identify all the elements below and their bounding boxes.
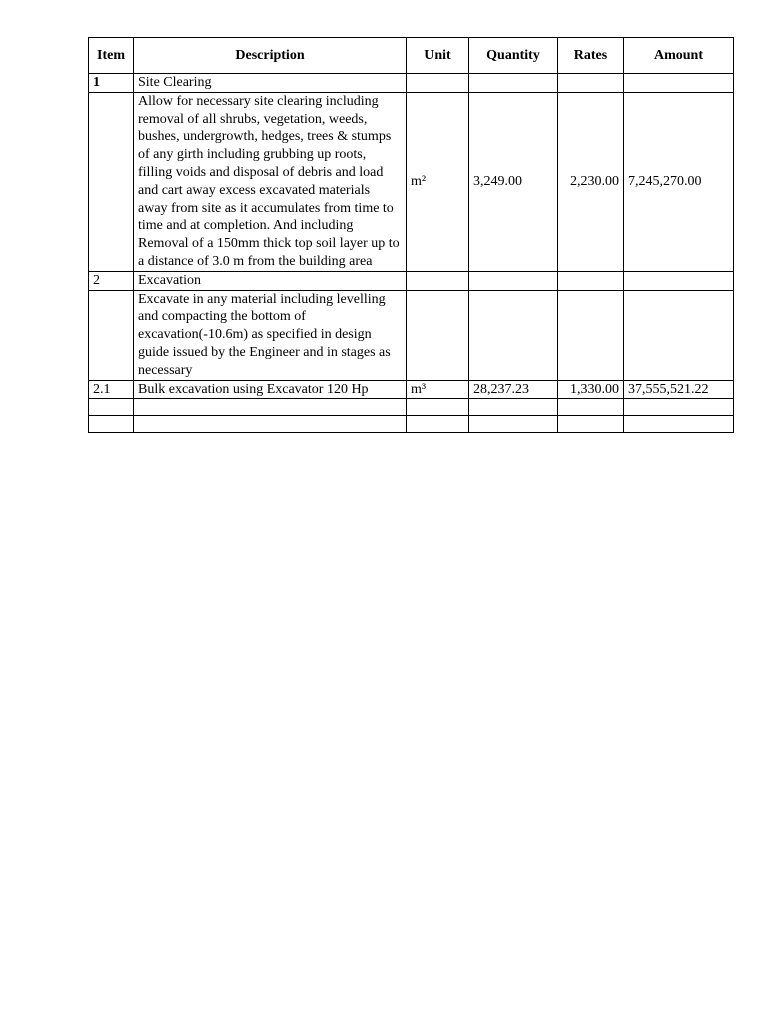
item-amount: 7,245,270.00 <box>624 92 734 271</box>
item-unit <box>407 74 469 93</box>
item-rate <box>558 74 624 93</box>
item-rate: 2,230.00 <box>558 92 624 271</box>
item-amount <box>624 271 734 290</box>
item-unit: m² <box>407 92 469 271</box>
empty-cell <box>469 399 558 416</box>
item-amount <box>624 290 734 380</box>
item-number: 2.1 <box>89 380 134 399</box>
table-row <box>89 290 734 380</box>
item-quantity <box>469 290 558 380</box>
item-quantity: 3,249.00 <box>469 92 558 271</box>
empty-cell <box>469 416 558 433</box>
item-description: Allow for necessary site clearing including removal of all shrubs, vegetation, weeds, bushes, undergrowth, hedges, trees & stumps of any girth including grubbing up roots, filling voids and disposal of debris and load and cart away excess excavated materials away from site as it accumulates from time to time and at completion. And including Removal of a 150mm thick top soil layer up to a distance of 3.0 m from the building area <box>134 92 407 271</box>
empty-cell <box>624 416 734 433</box>
table-row <box>89 380 734 399</box>
item-unit <box>407 290 469 380</box>
table-row <box>89 271 734 290</box>
item-quantity: 28,237.23 <box>469 380 558 399</box>
item-quantity <box>469 74 558 93</box>
header-description: Description <box>134 38 407 74</box>
header-item: Item <box>89 38 134 74</box>
empty-cell <box>89 416 134 433</box>
empty-cell <box>558 416 624 433</box>
empty-cell <box>558 399 624 416</box>
empty-cell <box>624 399 734 416</box>
item-amount: 37,555,521.22 <box>624 380 734 399</box>
item-description: Site Clearing <box>134 74 407 93</box>
item-rate <box>558 271 624 290</box>
item-description: Excavate in any material including levelling and compacting the bottom of excavation(-10.6m) as specified in design guide issued by the Engineer and in stages as necessary <box>134 290 407 380</box>
empty-row <box>89 416 734 433</box>
table-row <box>89 74 734 93</box>
item-description: Excavation <box>134 271 407 290</box>
header-row <box>89 38 734 74</box>
item-description: Bulk excavation using Excavator 120 Hp <box>134 380 407 399</box>
empty-cell <box>89 399 134 416</box>
item-amount <box>624 74 734 93</box>
header-amount: Amount <box>624 38 734 74</box>
item-rate <box>558 290 624 380</box>
bill-of-quantities-table <box>88 37 734 433</box>
item-number: 1 <box>89 74 134 93</box>
empty-cell <box>134 399 407 416</box>
table-row <box>89 92 734 271</box>
item-number: 2 <box>89 271 134 290</box>
item-quantity <box>469 271 558 290</box>
header-unit: Unit <box>407 38 469 74</box>
item-rate: 1,330.00 <box>558 380 624 399</box>
empty-row <box>89 399 734 416</box>
header-quantity: Quantity <box>469 38 558 74</box>
empty-cell <box>134 416 407 433</box>
empty-cell <box>407 399 469 416</box>
item-number <box>89 92 134 271</box>
item-unit: m³ <box>407 380 469 399</box>
item-unit <box>407 271 469 290</box>
item-number <box>89 290 134 380</box>
header-rates: Rates <box>558 38 624 74</box>
empty-cell <box>407 416 469 433</box>
